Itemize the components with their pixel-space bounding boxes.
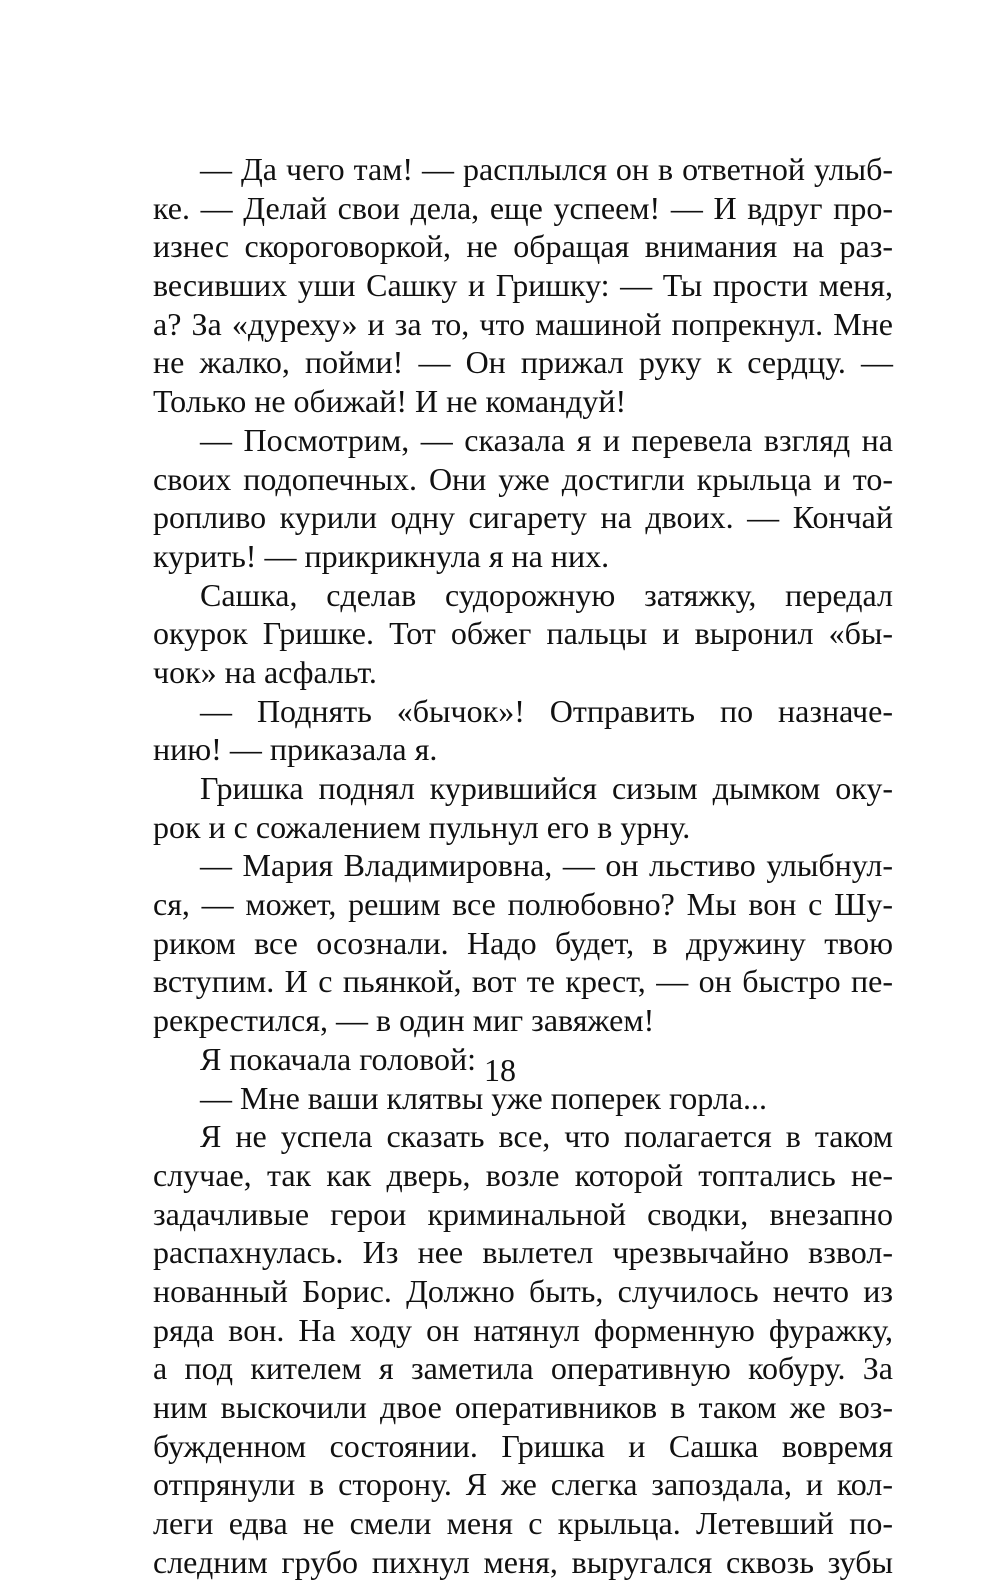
text-line: Гришка поднял курившийся сизым дымком оку- xyxy=(200,770,893,806)
text-line: следним грубо пихнул меня, выругался сквозь зубы xyxy=(153,1543,893,1580)
text-line: случае, так как дверь, возле которой топтались не- xyxy=(153,1156,893,1193)
text-line: рок и с сожалением пульнул его в урну. xyxy=(153,808,691,845)
text-line: нованный Борис. Должно быть, случилось нечто из xyxy=(153,1272,893,1309)
text-line: весивших уши Сашку и Гришку: — Ты прости меня, xyxy=(153,267,893,304)
text-line: своих подопечных. Они уже достигли крыльца и то- xyxy=(153,460,893,497)
text-line: чок» на асфальт. xyxy=(153,653,377,690)
text-line: — Мне ваши клятвы уже поперек горла... xyxy=(200,1079,768,1116)
text-line: вступим. И с пьянкой, вот те крест, — он быстро пе- xyxy=(153,963,893,1000)
text-line: Сашка, сделав судорожную затяжку, передал xyxy=(200,576,893,613)
text-line: — Поднять «бычок»! Отправить по назначе- xyxy=(200,692,893,729)
text-line: ропливо курили одну сигарету на двоих. — Кончай xyxy=(153,499,893,536)
text-line: ряда вон. На ходу он натянул форменную фуражку, xyxy=(153,1311,893,1348)
text-line: — Мария Владимировна, — он льстиво улыбнул- xyxy=(200,847,893,884)
text-line: — Посмотрим, — сказала я и перевела взгляд на xyxy=(200,421,893,458)
text-line: Я не успела сказать все, что полагается в таком xyxy=(200,1118,893,1155)
text-line: ке. — Делай свои дела, еще успеем! — И вдруг про- xyxy=(153,189,893,226)
text-line: — Да чего там! — расплылся он в ответной улыб- xyxy=(200,151,893,187)
text-line: леги едва не смели меня с крыльца. Летевший по- xyxy=(153,1505,893,1542)
text-line: отпрянули в сторону. Я же слегка запоздала, и кол- xyxy=(153,1466,893,1503)
text-line: рекрестился, — в один миг завяжем! xyxy=(153,1002,655,1039)
text-line: а? За «дуреху» и за то, что машиной попрекнул. Мне xyxy=(153,305,893,342)
text-line: Только не обижай! И не командуй! xyxy=(153,383,627,420)
text-line: изнес скороговоркой, не обращая внимания на раз- xyxy=(153,228,893,265)
text-line: задачливые герои криминальной сводки, внезапно xyxy=(153,1195,893,1232)
text-line: а под кителем я заметила оперативную кобуру. За xyxy=(153,1350,893,1387)
body-text xyxy=(153,150,893,1581)
text-line: нию! — приказала я. xyxy=(153,731,438,768)
text-line: окурок Гришке. Тот обжег пальцы и выронил «бы- xyxy=(153,615,893,652)
text-line: не жалко, пойми! — Он прижал руку к сердцу. — xyxy=(153,344,893,381)
text-line: Я покачала головой: xyxy=(200,1040,476,1077)
text-line: ним выскочили двое оперативников в таком же воз- xyxy=(153,1389,893,1425)
text-line: риком все осознали. Надо будет, в дружину твою xyxy=(153,924,893,961)
text-line: распахнулась. Из нее вылетел чрезвычайно взвол- xyxy=(153,1234,893,1271)
page-number: 18 xyxy=(484,1052,516,1088)
text-line: ся, — может, решим все полюбовно? Мы вон с Шу- xyxy=(153,886,893,923)
text-line: курить! — прикрикнула я на них. xyxy=(153,537,610,574)
text-line: бужденном состоянии. Гришка и Сашка вовремя xyxy=(153,1427,893,1464)
